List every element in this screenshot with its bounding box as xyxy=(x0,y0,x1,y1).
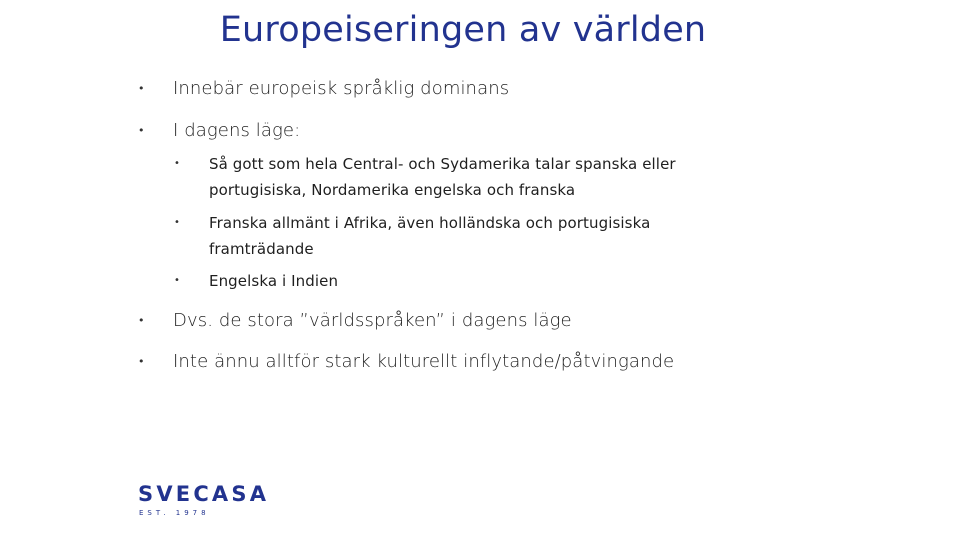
bullet-item xyxy=(138,119,300,143)
sub-bullet-item xyxy=(174,268,694,294)
slide-title: Europeiseringen av världen xyxy=(219,10,707,50)
sub-bullet-text: Så gott som hela Central- och Sydamerika talar spanska eller portugisiska, Nordamerika engelska och franska xyxy=(209,155,676,199)
bullet-text: I dagens läge: xyxy=(173,120,301,141)
sub-bullet-item xyxy=(174,210,694,262)
bullet-item xyxy=(138,350,674,374)
bullet-text: Inte ännu alltför stark kulturellt inflytande/påtvingande xyxy=(173,351,675,372)
logo-wordmark: SVECASA xyxy=(138,482,270,506)
bullet-marker: • xyxy=(138,314,145,327)
bullet-item xyxy=(138,309,572,333)
bullet-text: Innebär europeisk språklig dominans xyxy=(173,78,510,99)
sub-bullet-text: Franska allmänt i Afrika, även holländska och portugisiska framträdande xyxy=(209,214,651,258)
bullet-marker: • xyxy=(138,124,145,137)
logo-tagline: EST. 1978 xyxy=(139,509,210,517)
sub-bullet-item xyxy=(174,151,694,203)
bullet-item xyxy=(138,77,509,101)
svecasa-logo xyxy=(138,482,298,522)
sub-bullet-text: Engelska i Indien xyxy=(209,272,339,290)
bullet-marker: • xyxy=(138,355,145,368)
bullet-marker: • xyxy=(174,158,180,169)
bullet-marker: • xyxy=(174,217,180,228)
bullet-marker: • xyxy=(174,275,180,286)
bullet-marker: • xyxy=(138,82,145,95)
bullet-text: Dvs. de stora ”världsspråken” i dagens läge xyxy=(173,310,572,331)
